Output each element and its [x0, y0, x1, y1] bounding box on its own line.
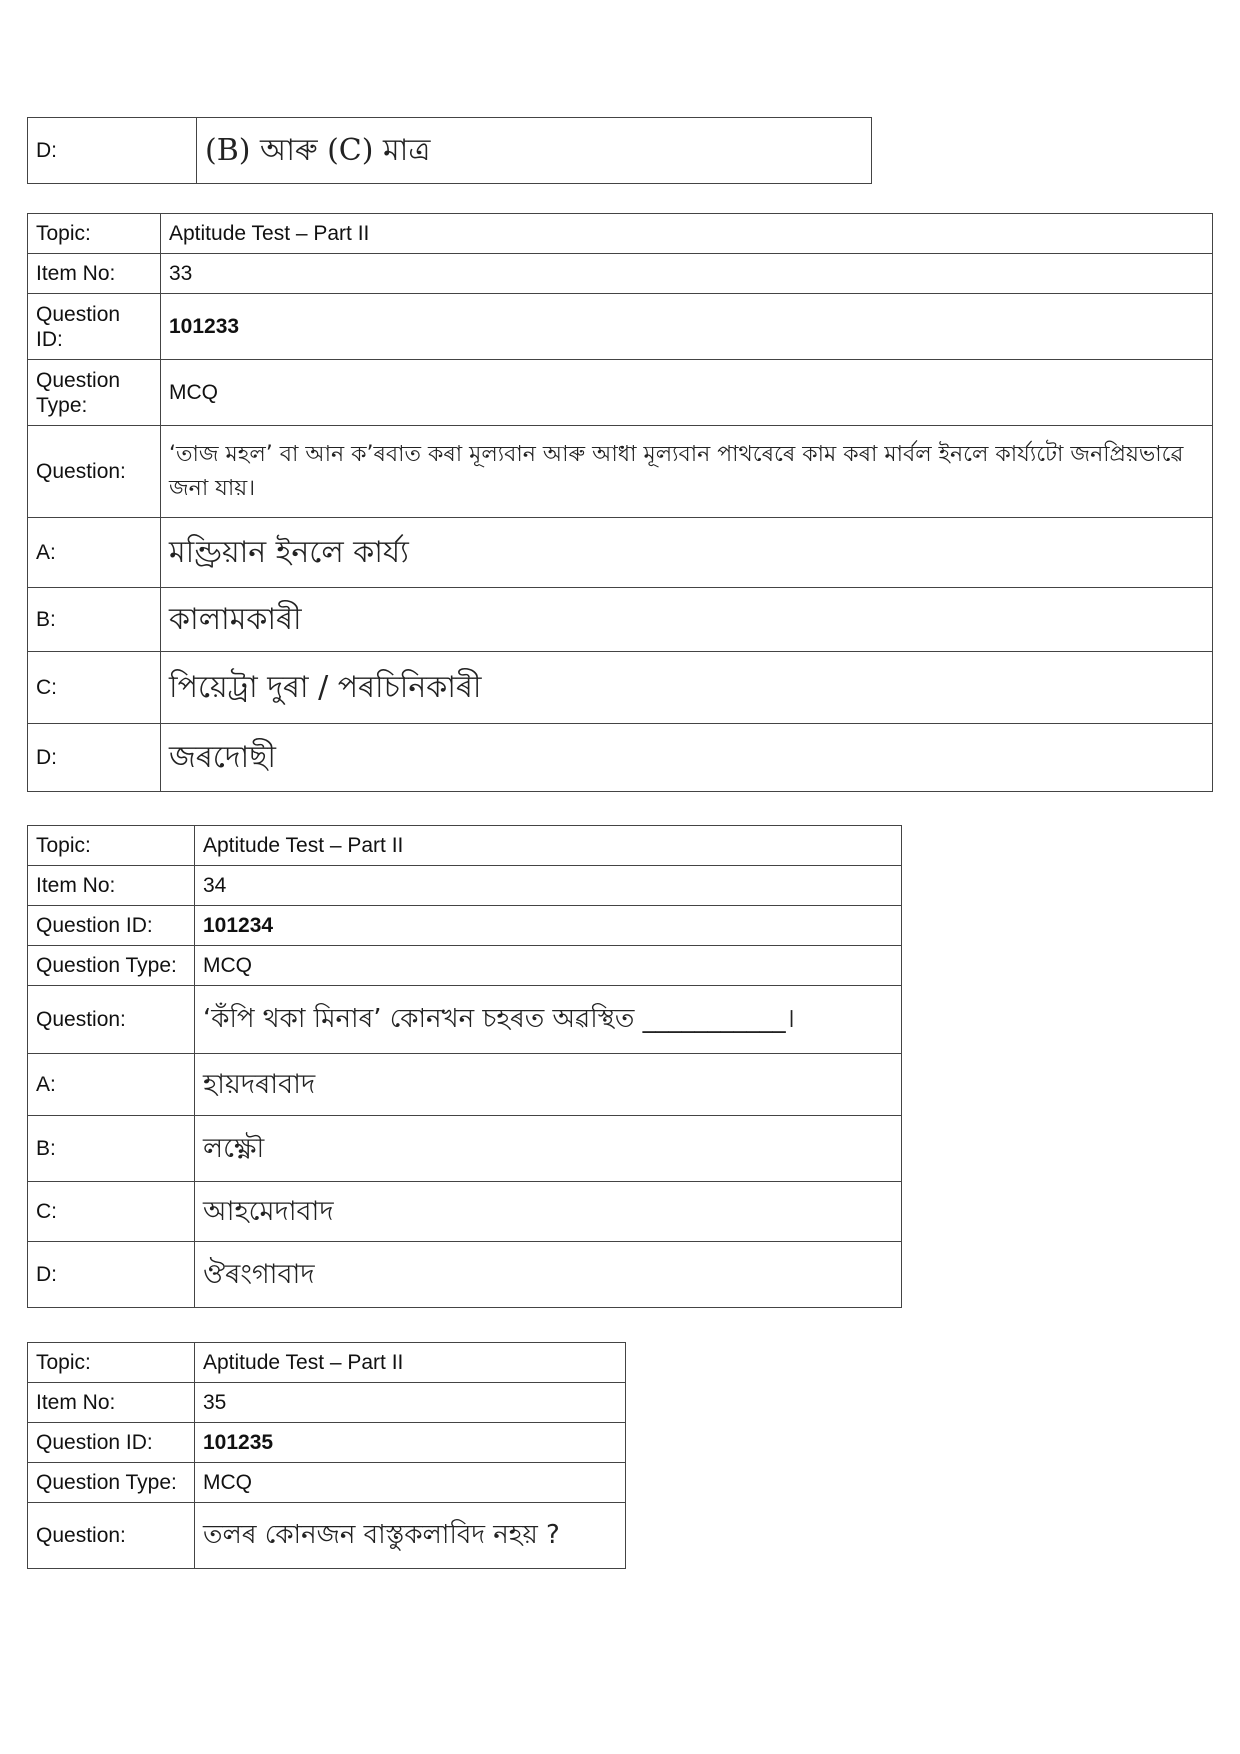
question-row: [28, 1503, 626, 1569]
option-c-value: আহমেদাবাদ: [195, 1182, 902, 1242]
question-type-value: MCQ: [195, 946, 902, 986]
item-no-label: Item No:: [28, 866, 195, 906]
question-table-item-33: [27, 213, 1213, 792]
question-row: [28, 426, 1213, 518]
topic-row: [28, 214, 1213, 254]
option-d-value: জৰদোছী: [161, 724, 1213, 792]
option-a-label: A:: [28, 518, 161, 588]
topic-value: Aptitude Test – Part II: [195, 826, 902, 866]
question-type-label: Question Type:: [28, 1463, 195, 1503]
option-b-label: B:: [28, 1116, 195, 1182]
question-id-label: Question ID:: [28, 294, 161, 360]
topic-row: [28, 826, 902, 866]
option-b-row: [28, 588, 1213, 652]
question-id-row: [28, 294, 1213, 360]
option-d-label: D:: [28, 724, 161, 792]
question-text: ‘কঁপি থকা মিনাৰ’ কোনখন চহৰত অৱস্থিত ___________।: [195, 986, 902, 1054]
question-id-value: 101233: [161, 294, 1213, 360]
option-b-value: কালামকাৰী: [161, 588, 1213, 652]
option-d-row: [28, 118, 872, 184]
option-d-label: D:: [28, 118, 197, 184]
question-type-row: [28, 360, 1213, 426]
option-d-row: [28, 1242, 902, 1308]
topic-row: [28, 1343, 626, 1383]
item-no-row: [28, 254, 1213, 294]
option-d-label: D:: [28, 1242, 195, 1308]
question-table-item-34: [27, 825, 902, 1308]
question-id-value: 101235: [195, 1423, 626, 1463]
question-id-row: [28, 1423, 626, 1463]
option-d-row: [28, 724, 1213, 792]
option-c-value: পিয়েট্ৰা দুৰা / পৰচিনিকাৰী: [161, 652, 1213, 724]
item-no-value: 33: [161, 254, 1213, 294]
previous-item-option-table: [27, 117, 872, 184]
question-type-value: MCQ: [161, 360, 1213, 426]
option-b-label: B:: [28, 588, 161, 652]
item-no-value: 35: [195, 1383, 626, 1423]
question-label: Question:: [28, 1503, 195, 1569]
question-row: [28, 986, 902, 1054]
question-text: তলৰ কোনজন বাস্তুকলাবিদ নহয় ?: [195, 1503, 626, 1569]
option-d-value: (B) আৰু (C) মাত্ৰ: [197, 118, 872, 184]
option-c-label: C:: [28, 652, 161, 724]
question-type-row: [28, 946, 902, 986]
question-type-value: MCQ: [195, 1463, 626, 1503]
question-label: Question:: [28, 426, 161, 518]
option-c-label: C:: [28, 1182, 195, 1242]
question-text: ‘তাজ মহল’ বা আন ক’ৰবাত কৰা মূল্যবান আৰু আধা মূল্যবান পাথৰেৰে কাম কৰা মাৰ্বল ইনলে কাৰ্য্যটো জনপ্ৰিয়ভাৱে জনা যায়।: [161, 426, 1213, 518]
option-a-value: হায়দৰাবাদ: [195, 1054, 902, 1116]
question-type-label: Question Type:: [28, 946, 195, 986]
topic-label: Topic:: [28, 826, 195, 866]
item-no-label: Item No:: [28, 254, 161, 294]
option-a-row: [28, 1054, 902, 1116]
option-a-label: A:: [28, 1054, 195, 1116]
question-type-row: [28, 1463, 626, 1503]
item-no-label: Item No:: [28, 1383, 195, 1423]
question-type-label: Question Type:: [28, 360, 161, 426]
item-no-value: 34: [195, 866, 902, 906]
option-d-value: ঔৰংগাবাদ: [195, 1242, 902, 1308]
topic-label: Topic:: [28, 1343, 195, 1383]
topic-value: Aptitude Test – Part II: [195, 1343, 626, 1383]
topic-value: Aptitude Test – Part II: [161, 214, 1213, 254]
question-label: Question:: [28, 986, 195, 1054]
item-no-row: [28, 1383, 626, 1423]
item-no-row: [28, 866, 902, 906]
topic-label: Topic:: [28, 214, 161, 254]
option-b-row: [28, 1116, 902, 1182]
question-table-item-35: [27, 1342, 626, 1569]
option-a-value: মণ্ড্ৰিয়ান ইনলে কাৰ্য্য: [161, 518, 1213, 588]
option-a-row: [28, 518, 1213, 588]
option-c-row: [28, 1182, 902, 1242]
option-b-value: লক্ষ্ণৌ: [195, 1116, 902, 1182]
question-id-row: [28, 906, 902, 946]
question-id-label: Question ID:: [28, 1423, 195, 1463]
question-id-label: Question ID:: [28, 906, 195, 946]
question-id-value: 101234: [195, 906, 902, 946]
option-c-row: [28, 652, 1213, 724]
